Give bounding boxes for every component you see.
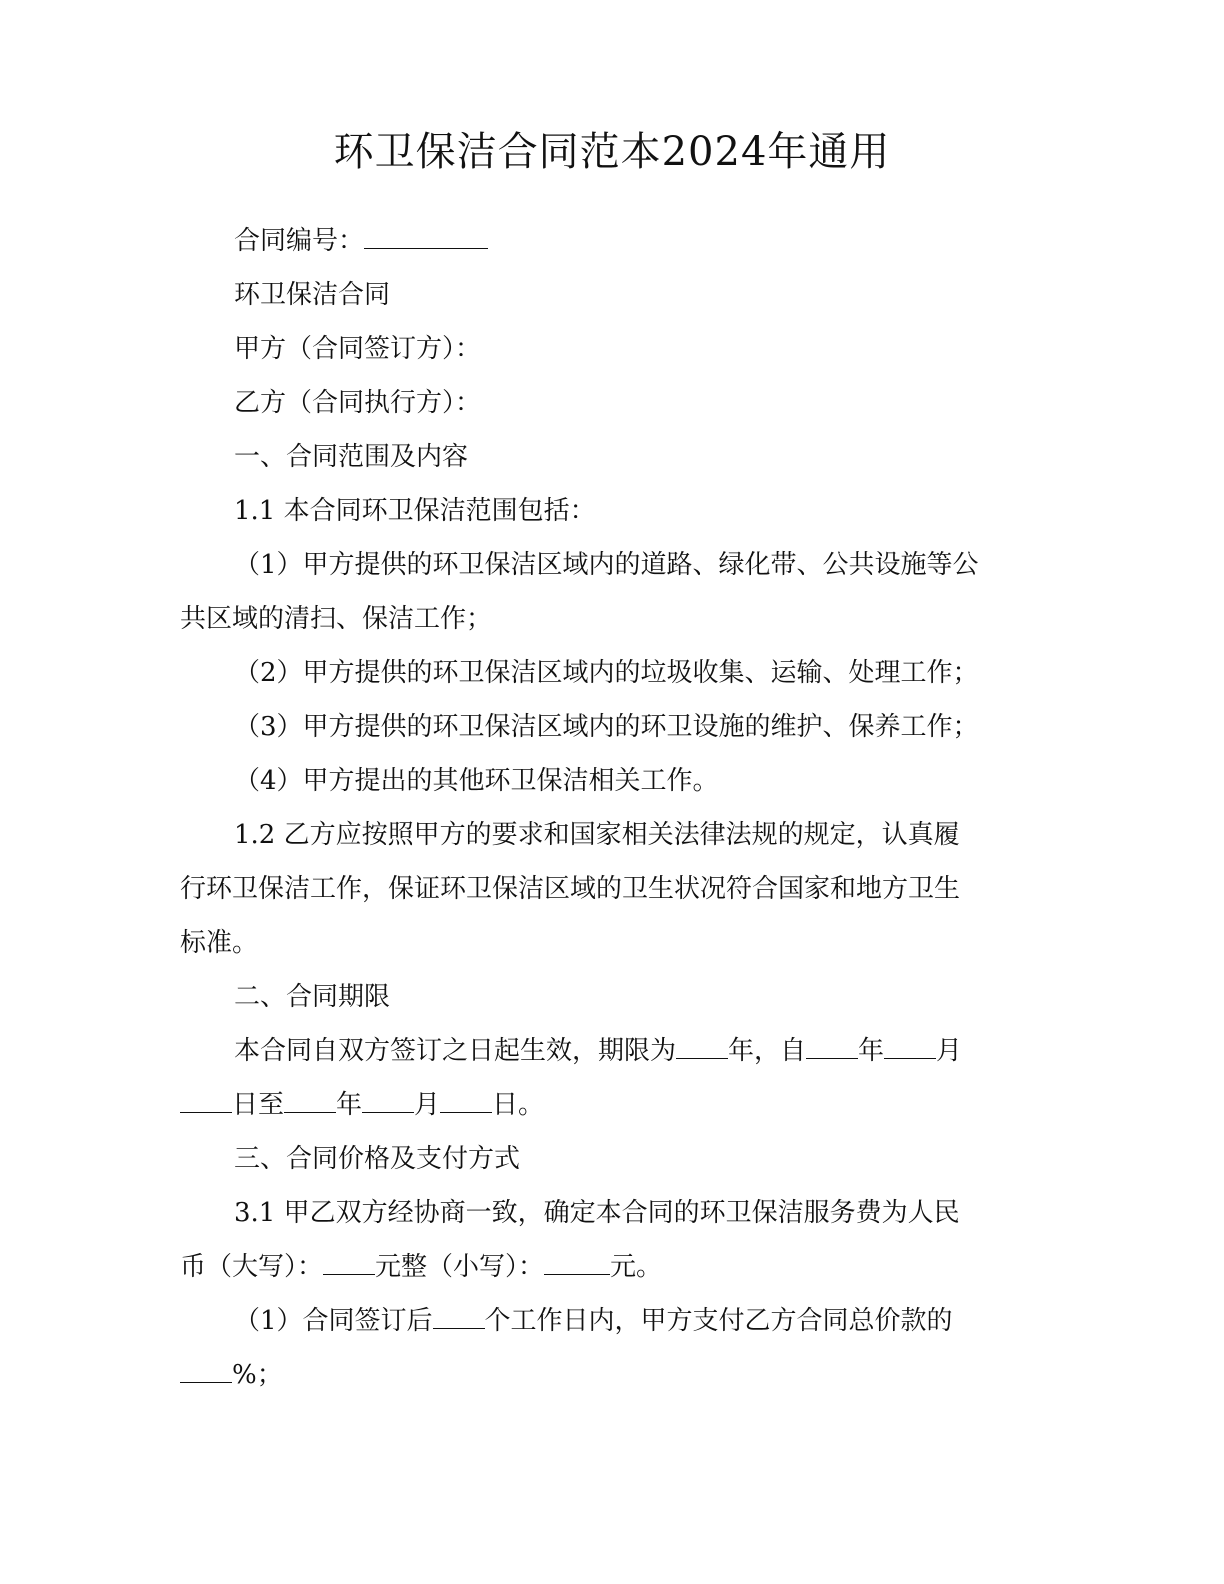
clause-3-1-line-1: 3.1 甲乙双方经协商一致，确定本合同的环卫保洁服务费为人民 bbox=[234, 1198, 960, 1228]
payment-percent-blank bbox=[180, 1358, 232, 1383]
item-3: （3）甲方提供的环卫保洁区域内的环卫设施的维护、保养工作； bbox=[234, 712, 979, 742]
payment-days-blank bbox=[433, 1304, 485, 1329]
amount-words-label: 币（大写）： bbox=[180, 1252, 324, 1282]
term-years-blank bbox=[676, 1034, 728, 1059]
payment-1-line-1 bbox=[234, 1302, 953, 1340]
payment-1-line-2 bbox=[180, 1356, 283, 1394]
contract-number-label: 合同编号： bbox=[234, 226, 365, 256]
payment-1-text-b: 个工作日内，甲方支付乙方合同总价款的 bbox=[484, 1306, 953, 1336]
term-text-month: 月 bbox=[936, 1036, 963, 1066]
end-day-blank bbox=[440, 1088, 492, 1113]
term-line-1 bbox=[234, 1032, 962, 1070]
start-day-blank bbox=[180, 1088, 232, 1113]
start-month-blank bbox=[884, 1034, 936, 1059]
term-text-month2: 月 bbox=[414, 1090, 441, 1120]
clause-1-1: 1.1 本合同环卫保洁范围包括： bbox=[234, 496, 596, 526]
item-4: （4）甲方提出的其他环卫保洁相关工作。 bbox=[234, 766, 719, 796]
item-2: （2）甲方提供的环卫保洁区域内的垃圾收集、运输、处理工作； bbox=[234, 658, 979, 688]
end-month-blank bbox=[362, 1088, 414, 1113]
section-1-heading: 一、合同范围及内容 bbox=[234, 442, 469, 472]
clause-3-1-line-2 bbox=[180, 1248, 662, 1286]
party-b-line: 乙方（合同执行方）： bbox=[234, 388, 482, 418]
payment-percent-sign: %； bbox=[232, 1360, 283, 1390]
term-text-year: 年，自 bbox=[728, 1036, 807, 1066]
payment-1-text-a: （1）合同签订后 bbox=[234, 1306, 433, 1336]
clause-1-2-line-3: 标准。 bbox=[180, 928, 259, 958]
contract-number-line bbox=[234, 222, 488, 260]
amount-unit: 元。 bbox=[610, 1252, 663, 1282]
term-text-day-end: 日。 bbox=[492, 1090, 545, 1120]
term-text-start: 本合同自双方签订之日起生效，期限为 bbox=[234, 1036, 677, 1066]
party-a-line: 甲方（合同签订方）： bbox=[234, 334, 482, 364]
clause-1-2-line-2: 行环卫保洁工作，保证环卫保洁区域的卫生状况符合国家和地方卫生 bbox=[180, 874, 961, 904]
document-title: 环卫保洁合同范本2024年通用 bbox=[333, 129, 891, 175]
term-text-day-to: 日至 bbox=[232, 1090, 285, 1120]
amount-figures-blank bbox=[544, 1250, 610, 1275]
start-year-blank bbox=[806, 1034, 858, 1059]
contract-number-blank bbox=[364, 224, 488, 249]
term-line-2 bbox=[180, 1086, 544, 1124]
item-1-line-2: 共区域的清扫、保洁工作； bbox=[180, 604, 493, 634]
section-2-heading: 二、合同期限 bbox=[234, 982, 391, 1012]
item-1-line-1: （1）甲方提供的环卫保洁区域内的道路、绿化带、公共设施等公 bbox=[234, 550, 979, 580]
clause-1-2-line-1: 1.2 乙方应按照甲方的要求和国家相关法律法规的规定，认真履 bbox=[234, 820, 960, 850]
contract-name: 环卫保洁合同 bbox=[234, 280, 391, 310]
amount-words-blank bbox=[323, 1250, 375, 1275]
term-text-year3: 年 bbox=[336, 1090, 363, 1120]
amount-figures-label: 元整（小写）： bbox=[375, 1252, 545, 1282]
section-3-heading: 三、合同价格及支付方式 bbox=[234, 1144, 521, 1174]
end-year-blank bbox=[284, 1088, 336, 1113]
term-text-year2: 年 bbox=[858, 1036, 885, 1066]
